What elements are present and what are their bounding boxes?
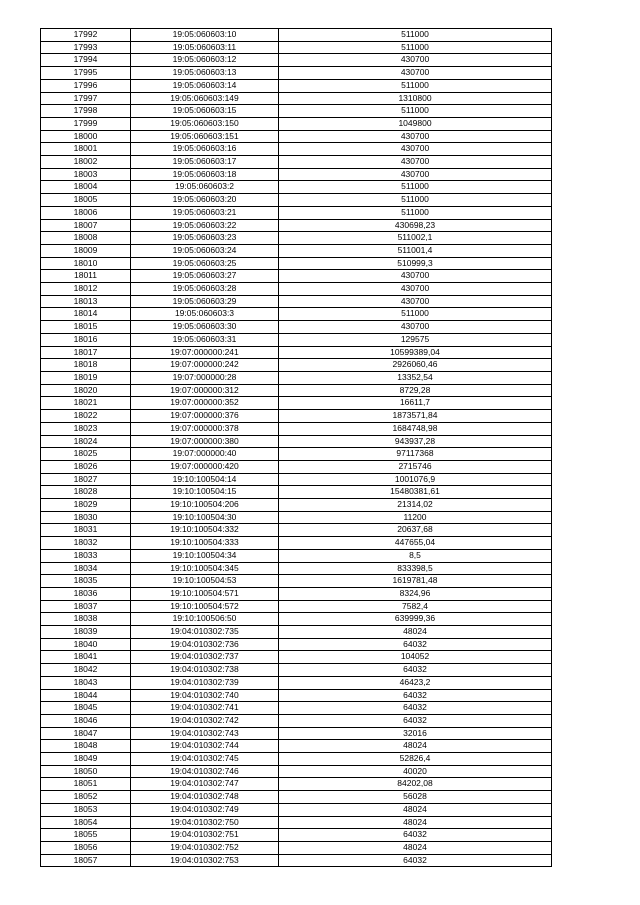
value-cell: 84202,08 [279,778,552,791]
row-number-cell: 18015 [41,321,131,334]
table-row [41,842,552,855]
table-row [41,283,552,296]
table-row [41,676,552,689]
row-number-cell: 18052 [41,791,131,804]
cadastral-number-cell: 19:05:060603:21 [131,206,279,219]
row-number-cell: 18001 [41,143,131,156]
table-row [41,79,552,92]
value-cell: 1619781,48 [279,575,552,588]
value-cell: 20637,68 [279,524,552,537]
table-row [41,206,552,219]
value-cell: 511000 [279,206,552,219]
row-number-cell: 18008 [41,232,131,245]
cadastral-number-cell: 19:05:060603:3 [131,308,279,321]
row-number-cell: 17996 [41,79,131,92]
value-cell: 1049800 [279,117,552,130]
table-row [41,460,552,473]
row-number-cell: 18055 [41,829,131,842]
row-number-cell: 18019 [41,371,131,384]
cadastral-number-cell: 19:07:000000:40 [131,448,279,461]
row-number-cell: 18013 [41,295,131,308]
value-cell: 64032 [279,854,552,867]
table-row [41,321,552,334]
row-number-cell: 18018 [41,359,131,372]
cadastral-number-cell: 19:05:060603:25 [131,257,279,270]
row-number-cell: 18039 [41,626,131,639]
table-row [41,575,552,588]
table-row [41,549,552,562]
row-number-cell: 18036 [41,587,131,600]
value-cell: 64032 [279,689,552,702]
value-cell: 16611,7 [279,397,552,410]
value-cell: 943937,28 [279,435,552,448]
table-row [41,257,552,270]
row-number-cell: 18053 [41,803,131,816]
table-row [41,105,552,118]
value-cell: 639999,36 [279,613,552,626]
cadastral-number-cell: 19:04:010302:746 [131,765,279,778]
row-number-cell: 18041 [41,651,131,664]
table-row [41,613,552,626]
row-number-cell: 18023 [41,422,131,435]
cadastral-number-cell: 19:04:010302:749 [131,803,279,816]
cadastral-number-cell: 19:04:010302:751 [131,829,279,842]
value-cell: 48024 [279,626,552,639]
cadastral-number-cell: 19:04:010302:750 [131,816,279,829]
table-row [41,587,552,600]
cadastral-number-cell: 19:05:060603:20 [131,194,279,207]
table-row [41,537,552,550]
value-cell: 430700 [279,67,552,80]
cadastral-number-cell: 19:04:010302:738 [131,664,279,677]
value-cell: 511000 [279,41,552,54]
value-cell: 511000 [279,308,552,321]
value-cell: 8729,28 [279,384,552,397]
table-row [41,308,552,321]
cadastral-number-cell: 19:04:010302:737 [131,651,279,664]
table-row [41,41,552,54]
value-cell: 13352,54 [279,371,552,384]
value-cell: 511000 [279,194,552,207]
cadastral-number-cell: 19:04:010302:736 [131,638,279,651]
row-number-cell: 18016 [41,333,131,346]
cadastral-number-cell: 19:10:100506:50 [131,613,279,626]
row-number-cell: 18031 [41,524,131,537]
table-row [41,346,552,359]
value-cell: 447655,04 [279,537,552,550]
value-cell: 129575 [279,333,552,346]
value-cell: 40020 [279,765,552,778]
value-cell: 48024 [279,803,552,816]
value-cell: 48024 [279,740,552,753]
table-row [41,829,552,842]
table-row [41,156,552,169]
cadastral-number-cell: 19:05:060603:18 [131,168,279,181]
table-row [41,219,552,232]
cadastral-number-cell: 19:07:000000:241 [131,346,279,359]
row-number-cell: 18012 [41,283,131,296]
value-cell: 64032 [279,638,552,651]
value-cell: 430700 [279,156,552,169]
row-number-cell: 18030 [41,511,131,524]
cadastral-number-cell: 19:05:060603:22 [131,219,279,232]
cadastral-number-cell: 19:05:060603:28 [131,283,279,296]
table-row [41,359,552,372]
value-cell: 430700 [279,283,552,296]
table-row [41,803,552,816]
row-number-cell: 18005 [41,194,131,207]
cadastral-number-cell: 19:04:010302:735 [131,626,279,639]
cadastral-number-cell: 19:07:000000:380 [131,435,279,448]
cadastral-number-cell: 19:04:010302:742 [131,714,279,727]
table-row [41,816,552,829]
table-row [41,232,552,245]
row-number-cell: 18025 [41,448,131,461]
cadastral-number-cell: 19:10:100504:15 [131,486,279,499]
row-number-cell: 18027 [41,473,131,486]
table-row [41,778,552,791]
row-number-cell: 18042 [41,664,131,677]
row-number-cell: 18020 [41,384,131,397]
value-cell: 64032 [279,829,552,842]
value-cell: 430700 [279,168,552,181]
value-cell: 510999,3 [279,257,552,270]
value-cell: 56028 [279,791,552,804]
cadastral-number-cell: 19:07:000000:28 [131,371,279,384]
cadastral-number-cell: 19:04:010302:747 [131,778,279,791]
row-number-cell: 18021 [41,397,131,410]
cadastral-number-cell: 19:10:100504:572 [131,600,279,613]
table-row [41,295,552,308]
value-cell: 32016 [279,727,552,740]
row-number-cell: 18047 [41,727,131,740]
value-cell: 1001076,9 [279,473,552,486]
table-row [41,181,552,194]
row-number-cell: 18034 [41,562,131,575]
cadastral-number-cell: 19:10:100504:53 [131,575,279,588]
table-row [41,499,552,512]
table-row [41,753,552,766]
value-cell: 2926060,46 [279,359,552,372]
value-cell: 15480381,61 [279,486,552,499]
row-number-cell: 18028 [41,486,131,499]
row-number-cell: 18040 [41,638,131,651]
row-number-cell: 18038 [41,613,131,626]
row-number-cell: 18000 [41,130,131,143]
value-cell: 430700 [279,54,552,67]
table-row [41,524,552,537]
cadastral-number-cell: 19:10:100504:333 [131,537,279,550]
row-number-cell: 18044 [41,689,131,702]
table-row [41,384,552,397]
row-number-cell: 18024 [41,435,131,448]
table-row [41,689,552,702]
value-cell: 1310800 [279,92,552,105]
table-row [41,562,552,575]
table-row [41,54,552,67]
value-cell: 511000 [279,29,552,42]
table-row [41,333,552,346]
table-row [41,435,552,448]
cadastral-number-cell: 19:05:060603:29 [131,295,279,308]
value-cell: 8324,96 [279,587,552,600]
value-cell: 11200 [279,511,552,524]
value-cell: 430700 [279,295,552,308]
table-row [41,270,552,283]
table-row [41,92,552,105]
cadastral-number-cell: 19:05:060603:14 [131,79,279,92]
table-row [41,130,552,143]
cadastral-number-cell: 19:07:000000:376 [131,410,279,423]
row-number-cell: 17997 [41,92,131,105]
cadastral-number-cell: 19:05:060603:12 [131,54,279,67]
row-number-cell: 18003 [41,168,131,181]
value-cell: 48024 [279,842,552,855]
row-number-cell: 18006 [41,206,131,219]
table-row [41,448,552,461]
data-table [40,28,552,867]
value-cell: 48024 [279,816,552,829]
cadastral-number-cell: 19:05:060603:2 [131,181,279,194]
value-cell: 430700 [279,143,552,156]
value-cell: 8,5 [279,549,552,562]
table-row [41,371,552,384]
row-number-cell: 18050 [41,765,131,778]
cadastral-number-cell: 19:07:000000:378 [131,422,279,435]
table-row [41,600,552,613]
table-row [41,740,552,753]
row-number-cell: 18054 [41,816,131,829]
row-number-cell: 18045 [41,702,131,715]
value-cell: 511000 [279,79,552,92]
cadastral-number-cell: 19:04:010302:740 [131,689,279,702]
row-number-cell: 18033 [41,549,131,562]
value-cell: 2715746 [279,460,552,473]
row-number-cell: 18002 [41,156,131,169]
cadastral-number-cell: 19:04:010302:744 [131,740,279,753]
value-cell: 430700 [279,270,552,283]
cadastral-number-cell: 19:04:010302:752 [131,842,279,855]
cadastral-number-cell: 19:05:060603:23 [131,232,279,245]
table-row [41,638,552,651]
row-number-cell: 17992 [41,29,131,42]
row-number-cell: 18037 [41,600,131,613]
cadastral-number-cell: 19:05:060603:16 [131,143,279,156]
row-number-cell: 18007 [41,219,131,232]
cadastral-number-cell: 19:05:060603:27 [131,270,279,283]
table-row [41,511,552,524]
table-row [41,168,552,181]
value-cell: 430700 [279,321,552,334]
cadastral-number-cell: 19:05:060603:31 [131,333,279,346]
cadastral-number-cell: 19:04:010302:743 [131,727,279,740]
value-cell: 97117368 [279,448,552,461]
cadastral-number-cell: 19:04:010302:739 [131,676,279,689]
row-number-cell: 17995 [41,67,131,80]
cadastral-number-cell: 19:10:100504:34 [131,549,279,562]
document-page [40,28,551,867]
value-cell: 10599389,04 [279,346,552,359]
cadastral-number-cell: 19:10:100504:14 [131,473,279,486]
value-cell: 833398,5 [279,562,552,575]
row-number-cell: 17999 [41,117,131,130]
table-row [41,664,552,677]
cadastral-number-cell: 19:04:010302:745 [131,753,279,766]
cadastral-number-cell: 19:10:100504:571 [131,587,279,600]
cadastral-number-cell: 19:10:100504:332 [131,524,279,537]
table-row [41,702,552,715]
value-cell: 7582,4 [279,600,552,613]
cadastral-number-cell: 19:10:100504:206 [131,499,279,512]
row-number-cell: 18048 [41,740,131,753]
cadastral-number-cell: 19:05:060603:149 [131,92,279,105]
table-row [41,244,552,257]
row-number-cell: 18029 [41,499,131,512]
table-row [41,67,552,80]
value-cell: 104052 [279,651,552,664]
row-number-cell: 17998 [41,105,131,118]
table-row [41,765,552,778]
row-number-cell: 18056 [41,842,131,855]
row-number-cell: 18032 [41,537,131,550]
table-body [41,29,552,867]
table-row [41,486,552,499]
cadastral-number-cell: 19:07:000000:420 [131,460,279,473]
value-cell: 46423,2 [279,676,552,689]
row-number-cell: 17993 [41,41,131,54]
row-number-cell: 18057 [41,854,131,867]
value-cell: 511000 [279,105,552,118]
cadastral-number-cell: 19:05:060603:15 [131,105,279,118]
cadastral-number-cell: 19:07:000000:352 [131,397,279,410]
cadastral-number-cell: 19:04:010302:748 [131,791,279,804]
table-row [41,473,552,486]
table-row [41,422,552,435]
cadastral-number-cell: 19:04:010302:753 [131,854,279,867]
cadastral-number-cell: 19:10:100504:30 [131,511,279,524]
cadastral-number-cell: 19:05:060603:13 [131,67,279,80]
row-number-cell: 18010 [41,257,131,270]
table-row [41,714,552,727]
table-row [41,626,552,639]
value-cell: 511001,4 [279,244,552,257]
value-cell: 64032 [279,714,552,727]
value-cell: 1873571,84 [279,410,552,423]
row-number-cell: 18026 [41,460,131,473]
row-number-cell: 18004 [41,181,131,194]
cadastral-number-cell: 19:07:000000:312 [131,384,279,397]
row-number-cell: 18035 [41,575,131,588]
value-cell: 21314,02 [279,499,552,512]
row-number-cell: 18009 [41,244,131,257]
row-number-cell: 18046 [41,714,131,727]
row-number-cell: 18017 [41,346,131,359]
cadastral-number-cell: 19:05:060603:30 [131,321,279,334]
table-row [41,410,552,423]
value-cell: 430700 [279,130,552,143]
table-row [41,727,552,740]
row-number-cell: 18022 [41,410,131,423]
cadastral-number-cell: 19:05:060603:10 [131,29,279,42]
row-number-cell: 18011 [41,270,131,283]
value-cell: 52826,4 [279,753,552,766]
cadastral-number-cell: 19:05:060603:24 [131,244,279,257]
value-cell: 64032 [279,664,552,677]
row-number-cell: 17994 [41,54,131,67]
value-cell: 511002,1 [279,232,552,245]
cadastral-number-cell: 19:05:060603:151 [131,130,279,143]
cadastral-number-cell: 19:05:060603:11 [131,41,279,54]
value-cell: 511000 [279,181,552,194]
row-number-cell: 18051 [41,778,131,791]
row-number-cell: 18043 [41,676,131,689]
table-row [41,397,552,410]
value-cell: 430698,23 [279,219,552,232]
cadastral-number-cell: 19:05:060603:17 [131,156,279,169]
cadastral-number-cell: 19:07:000000:242 [131,359,279,372]
row-number-cell: 18049 [41,753,131,766]
table-row [41,791,552,804]
table-row [41,143,552,156]
table-row [41,651,552,664]
table-row [41,29,552,42]
table-row [41,117,552,130]
cadastral-number-cell: 19:05:060603:150 [131,117,279,130]
table-row [41,194,552,207]
value-cell: 1684748,98 [279,422,552,435]
table-row [41,854,552,867]
cadastral-number-cell: 19:04:010302:741 [131,702,279,715]
value-cell: 64032 [279,702,552,715]
cadastral-number-cell: 19:10:100504:345 [131,562,279,575]
row-number-cell: 18014 [41,308,131,321]
